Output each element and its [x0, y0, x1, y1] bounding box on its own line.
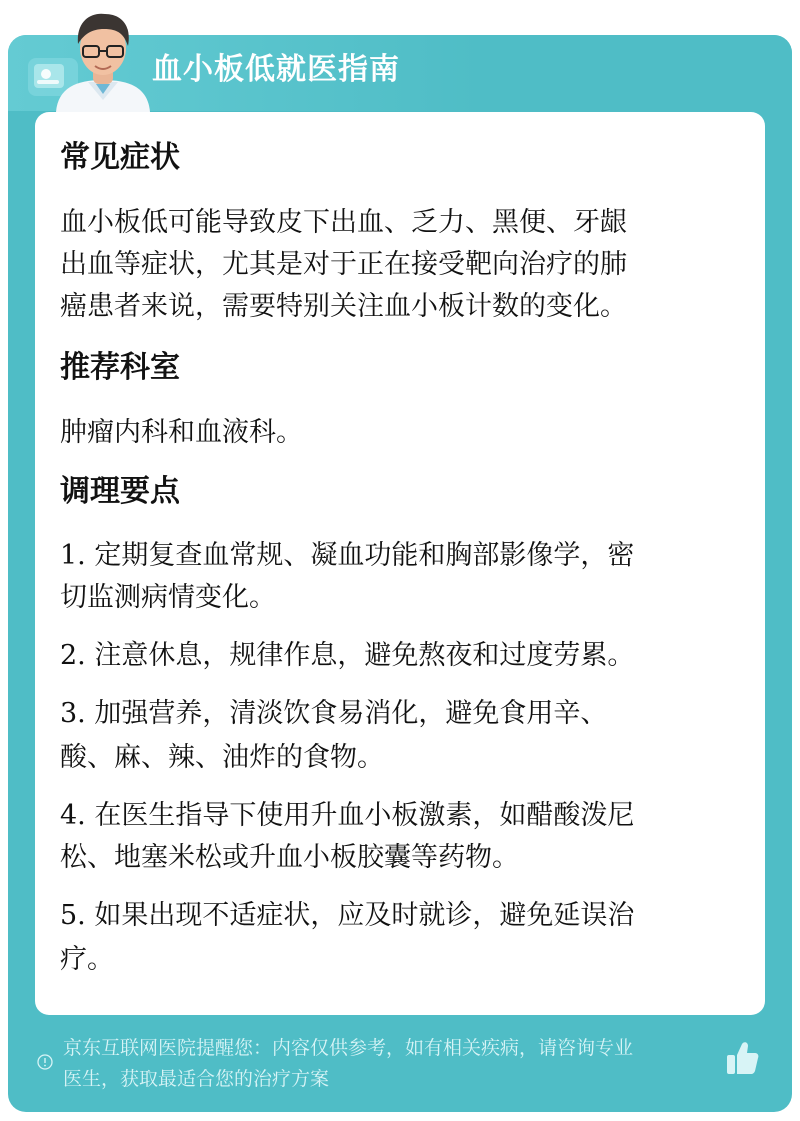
- section-heading-symptoms: 常见症状: [60, 140, 180, 175]
- section-heading-care-tips: 调理要点: [60, 474, 180, 509]
- list-item-text: 注意休息，规律作息，避免熬夜和过度劳累。: [94, 640, 635, 671]
- list-item-text: 如果出现不适症状，应及时就诊，避免延误治: [94, 900, 635, 931]
- list-item-number: 2.: [60, 640, 86, 671]
- section-heading-department: 推荐科室: [60, 350, 180, 385]
- footer-line: 京东互联网医院提醒您：内容仅供参考，如有相关疾病，请咨询专业: [63, 1037, 634, 1059]
- doctor-avatar: [48, 4, 158, 112]
- list-item-text: 加强营养，清淡饮食易消化，避免食用辛、: [94, 698, 608, 729]
- list-item-continuation: 松、地塞米松或升血小板胶囊等药物。: [60, 842, 519, 873]
- footer-line: 医生，获取最适合您的治疗方案: [63, 1068, 330, 1090]
- symptoms-line: 血小板低可能导致皮下出血、乏力、黑便、牙龈: [60, 207, 627, 238]
- footer-disclaimer: [63, 1033, 733, 1095]
- list-item-continuation: 疗。: [60, 944, 114, 975]
- list-item: [60, 896, 728, 936]
- list-item-number: 1.: [60, 540, 86, 571]
- list-item: [60, 636, 728, 676]
- list-item: [60, 796, 728, 836]
- list-item: [60, 536, 728, 576]
- list-item-text: 在医生指导下使用升血小板激素，如醋酸泼尼: [94, 800, 635, 831]
- symptoms-line: 出血等症状，尤其是对于正在接受靶向治疗的肺: [60, 249, 627, 280]
- symptoms-line: 癌患者来说，需要特别关注血小板计数的变化。: [60, 291, 627, 322]
- list-item-continuation: 切监测病情变化。: [60, 582, 276, 613]
- list-item-continuation: 酸、麻、辣、油炸的食物。: [60, 742, 384, 773]
- list-item-text: 定期复查血常规、凝血功能和胸部影像学，密: [94, 540, 635, 571]
- thumbs-up-icon[interactable]: [725, 1040, 759, 1076]
- list-item: [60, 694, 728, 734]
- list-item-number: 4.: [60, 800, 86, 831]
- department-line: 肿瘤内科和血液科。: [60, 417, 303, 448]
- info-icon: [37, 1054, 53, 1070]
- list-item-number: 3.: [60, 698, 86, 729]
- page-title: 血小板低就医指南: [152, 52, 400, 87]
- list-item-number: 5.: [60, 900, 86, 931]
